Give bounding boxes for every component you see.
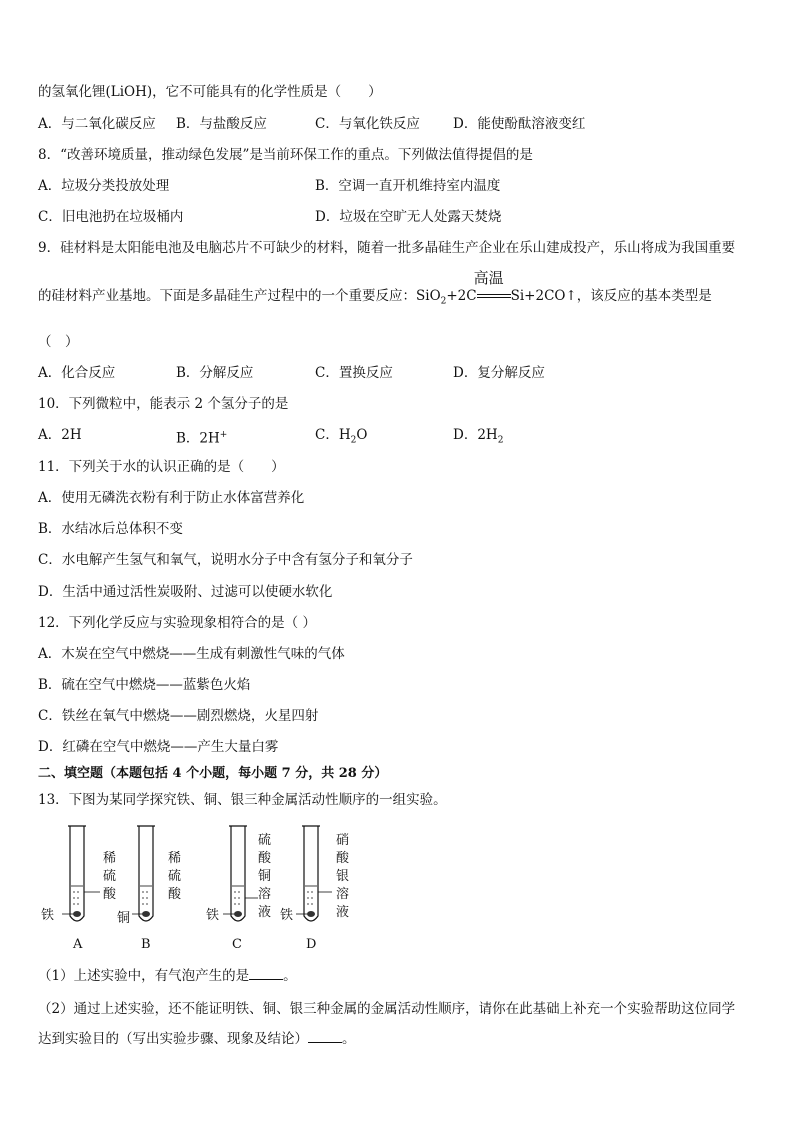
q7-option-b: B．与盐酸反应 (176, 116, 267, 132)
q10-option-b: B．2H+ (176, 430, 228, 447)
q7-stem-tail: 的氢氧化锂(LiOH)，它不可能具有的化学性质是（ ） (38, 84, 382, 100)
q9-option-a: A．化合反应 (38, 365, 116, 381)
q8-option-d: D．垃圾在空旷无人处露天焚烧 (315, 209, 502, 225)
q9-stem-line2 (38, 268, 712, 311)
tube-b-solution-char-3: 酸 (168, 887, 182, 902)
q10-option-c: C．$H_2O$ (315, 427, 368, 446)
q11-stem: 11．下列关于水的认识正确的是（ ） (38, 459, 285, 475)
q11-option-d: D．生活中通过活性炭吸附、过滤可以使硬水软化 (38, 584, 333, 600)
q12-option-a: A．木炭在空气中燃烧——生成有刺激性气味的气体 (38, 646, 345, 662)
q13-part2-text: 达到实验目的（写出实验步骤、现象及结论） (38, 1031, 308, 1047)
tube-c (223, 826, 258, 921)
q11-option-b: B．水结冰后总体积不变 (38, 521, 183, 537)
tube-b-solution-char-2: 硫 (168, 869, 182, 884)
q7-option-a: A．与二氧化碳反应 (38, 116, 156, 132)
q9-option-c: C．置换反应 (315, 365, 393, 381)
q12-stem: 12．下列化学反应与实验现象相符合的是（ ） (38, 615, 316, 631)
q9-stem-line1: 9．硅材料是太阳能电池及电脑芯片不可缺少的材料，随着一批多晶硅生产企业在乐山建成投产，乐山将成为我国重要 (38, 240, 736, 256)
q11-option-a: A．使用无磷洗衣粉有利于防止水体富营养化 (38, 490, 305, 506)
tube-b-solution-char-1: 稀 (168, 851, 182, 866)
tube-d (296, 826, 332, 921)
tube-a-metal-label: 铁 (41, 908, 55, 923)
tube-b-metal-label: 铜 (117, 911, 131, 926)
q9-subscript-2: 2 (440, 296, 447, 307)
tube-d-metal-label: 铁 (280, 908, 294, 923)
tube-a-solution-char-1: 稀 (103, 851, 117, 866)
tube-a (62, 826, 100, 921)
q9-stem-text-b: +2C (446, 288, 477, 304)
q7-option-c: C．与氧化铁反应 (315, 116, 420, 132)
tube-d-solution-char-5: 液 (336, 905, 350, 920)
q13-part1-text: （1）上述实验中，有气泡产生的是 (38, 968, 250, 984)
test-tube-figure (38, 822, 368, 954)
q13-part2-line1: （2）通过上述实验，还不能证明铁、铜、银三种金属的金属活动性顺序，请你在此基础上补充一个实验帮助这位同学 (38, 1001, 736, 1017)
tube-b (132, 826, 155, 921)
tube-b-letter: B (141, 937, 151, 952)
tube-a-solution-char-2: 硫 (103, 869, 117, 884)
tube-c-metal-label: 铁 (206, 908, 220, 923)
tube-d-solution-char-2: 酸 (336, 851, 350, 866)
q7-option-d: D．能使酚酞溶液变红 (453, 116, 586, 132)
tube-d-solution-char-4: 溶 (336, 887, 350, 902)
q10-stem: 10．下列微粒中，能表示 2 个氢分子的是 (38, 396, 289, 412)
tube-c-solution-char-2: 酸 (258, 851, 272, 866)
tube-a-solution-char-3: 酸 (103, 887, 117, 902)
q9-option-d: D．复分解反应 (453, 365, 545, 381)
tube-a-letter: A (73, 937, 83, 952)
tube-c-solution-char-4: 溶 (258, 887, 272, 902)
q13-part2-end: 。 (342, 1031, 356, 1047)
q13-part1-blank[interactable] (249, 967, 283, 980)
q8-option-b: B．空调一直开机维持室内温度 (315, 178, 501, 194)
q13-part1-end: 。 (283, 968, 297, 984)
tube-c-letter: C (232, 937, 242, 952)
q9-condition-label: 高温 (473, 268, 504, 287)
tube-d-letter: D (306, 937, 317, 952)
tube-c-solution-char-1: 硫 (258, 833, 272, 848)
tube-c-solution-char-5: 液 (258, 905, 272, 920)
q12-option-b: B．硫在空气中燃烧——蓝紫色火焰 (38, 677, 251, 693)
tube-c-solution-char-3: 铜 (258, 869, 272, 884)
q10-option-a: A．2H (38, 427, 82, 443)
q9-stem-text-c: Si+2CO↑，该反应的基本类型是 (510, 288, 712, 304)
q8-option-c: C．旧电池扔在垃圾桶内 (38, 209, 184, 225)
tube-d-solution-char-1: 硝 (336, 833, 350, 848)
tube-d-solution-char-3: 银 (336, 869, 350, 884)
q13-part2-line2 (38, 1030, 356, 1048)
q12-option-d: D．红磷在空气中燃烧——产生大量白雾 (38, 739, 279, 755)
q9-answer-paren: （ ） (38, 334, 79, 350)
q13-stem: 13．下图为某同学探究铁、铜、银三种金属活动性顺序的一组实验。 (38, 792, 447, 808)
q11-option-c: C．水电解产生氢气和氧气，说明水分子中含有氢分子和氧分子 (38, 552, 413, 568)
q12-option-c: C．铁丝在氧气中燃烧——剧烈燃烧，火星四射 (38, 708, 319, 724)
q8-stem: 8．“改善环境质量，推动绿色发展”是当前环保工作的重点。下列做法值得提倡的是 (38, 147, 533, 163)
q8-option-a: A．垃圾分类投放处理 (38, 178, 170, 194)
q13-part2-blank[interactable] (308, 1030, 342, 1043)
q10-option-d: D．$2H_2$ (453, 427, 504, 446)
q13-part1 (38, 967, 297, 985)
q9-stem-text-a: 的硅材料产业基地。下面是多晶硅生产过程中的一个重要反应：SiO (38, 288, 441, 304)
q9-option-b: B．分解反应 (176, 365, 254, 381)
q9-reaction-arrow (473, 268, 511, 303)
section-heading: 二、填空题（本题包括 4 个小题，每小题 7 分，共 28 分） (38, 766, 388, 781)
